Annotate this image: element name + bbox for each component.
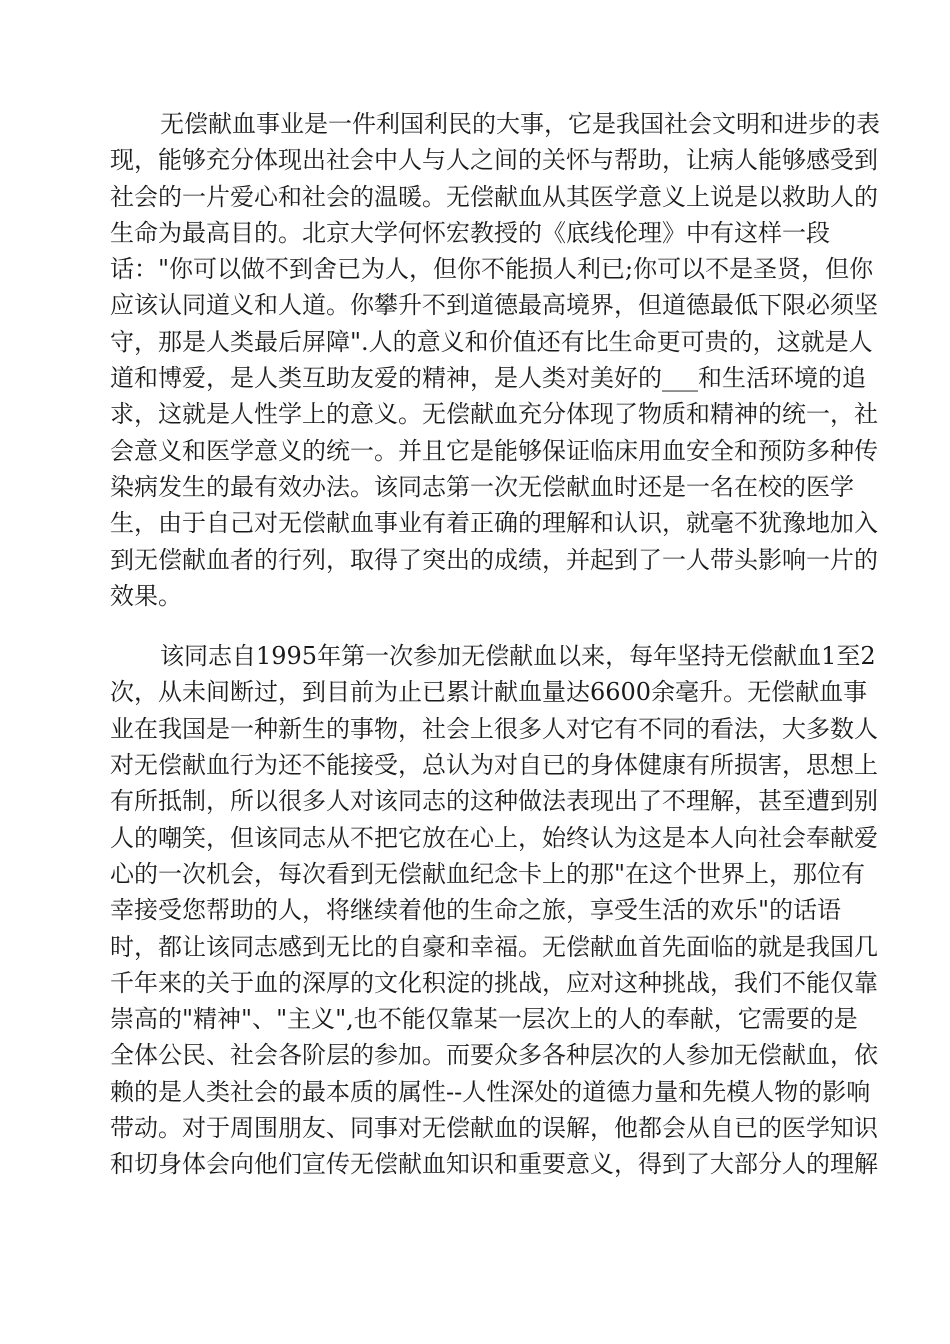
text-line: 无偿献血事业是一件利国利民的大事，它是我国社会文明和进步的表 xyxy=(160,110,880,138)
text-line: 带动。对于周围朋友、同事对无偿献血的误解，他都会从自已的医学知识 xyxy=(110,1114,878,1143)
text-line: 生命为最高目的。北京大学何怀宏教授的《底线伦理》中有这样一段 xyxy=(110,218,830,247)
text-line: 千年来的关于血的深厚的文化积淀的挑战，应对这种挑战，我们不能仅靠 xyxy=(110,968,878,997)
paragraph-2 xyxy=(110,638,878,1182)
text-line: 幸接受您帮助的人，将继续着他的生命之旅，享受生活的欢乐"的话语 xyxy=(110,896,842,925)
text-line: 业在我国是一种新生的事物，社会上很多人对它有不同的看法，大多数人 xyxy=(110,714,878,743)
text-line: 效果。 xyxy=(110,581,182,610)
text-line: 染病发生的最有效办法。该同志第一次无偿献血时还是一名在校的医学 xyxy=(110,472,854,501)
text-line: 道和博爱，是人类互助友爱的精神，是人类对美好的___和生活环境的追 xyxy=(110,364,866,393)
text-line: 该同志自1995年第一次参加无偿献血以来，每年坚持无偿献血1至2 xyxy=(160,642,876,671)
text-line: 有所抵制，所以很多人对该同志的这种做法表现出了不理解，甚至遭到别 xyxy=(110,787,878,816)
text-line: 心的一次机会，每次看到无偿献血纪念卡上的那"在这个世界上，那位有 xyxy=(110,859,866,888)
text-line: 时，都让该同志感到无比的自豪和幸福。无偿献血首先面临的就是我国几 xyxy=(110,932,878,961)
text-line: 话："你可以做不到舍已为人，但你不能损人利已;你可以不是圣贤，但你 xyxy=(110,255,874,284)
text-line: 对无偿献血行为还不能接受，总认为对自已的身体健康有所损害，思想上 xyxy=(110,751,878,780)
text-line: 会意义和医学意义的统一。并且它是能够保证临床用血安全和预防多种传 xyxy=(110,436,878,465)
text-line: 崇高的"精神"、"主义",也不能仅靠某一层次上的人的奉献，它需要的是 xyxy=(110,1005,858,1034)
text-line: 到无偿献血者的行列，取得了突出的成绩，并起到了一人带头影响一片的 xyxy=(110,545,878,574)
text-line: 赖的是人类社会的最本质的属性--人性深处的道德力量和先模人物的影响 xyxy=(110,1077,871,1106)
text-line: 次，从未间断过，到目前为止已累计献血量达6600余毫升。无偿献血事 xyxy=(110,678,868,707)
text-line: 现，能够充分体现出社会中人与人之间的关怀与帮助，让病人能够感受到 xyxy=(110,146,878,175)
text-line: 求，这就是人性学上的意义。无偿献血充分体现了物质和精神的统一，社 xyxy=(110,400,878,429)
text-line: 人的嘲笑，但该同志从不把它放在心上，始终认为这是本人向社会奉献爱 xyxy=(110,823,878,852)
text-line: 应该认同道义和人道。你攀升不到道德最高境界，但道德最低下限必须坚 xyxy=(110,291,878,320)
text-line: 社会的一片爱心和社会的温暖。无偿献血从其医学意义上说是以救助人的 xyxy=(110,182,878,211)
paragraph-1 xyxy=(110,106,880,614)
document-body xyxy=(110,106,880,1183)
text-line: 生，由于自己对无偿献血事业有着正确的理解和认识，就毫不犹豫地加入 xyxy=(110,509,878,538)
text-line: 守，那是人类最后屏障".人的意义和价值还有比生命更可贵的，这就是人 xyxy=(110,327,873,356)
text-line: 和切身体会向他们宣传无偿献血知识和重要意义，得到了大部分人的理解 xyxy=(110,1150,878,1179)
text-line: 全体公民、社会各阶层的参加。而要众多各种层次的人参加无偿献血，依 xyxy=(110,1041,878,1070)
